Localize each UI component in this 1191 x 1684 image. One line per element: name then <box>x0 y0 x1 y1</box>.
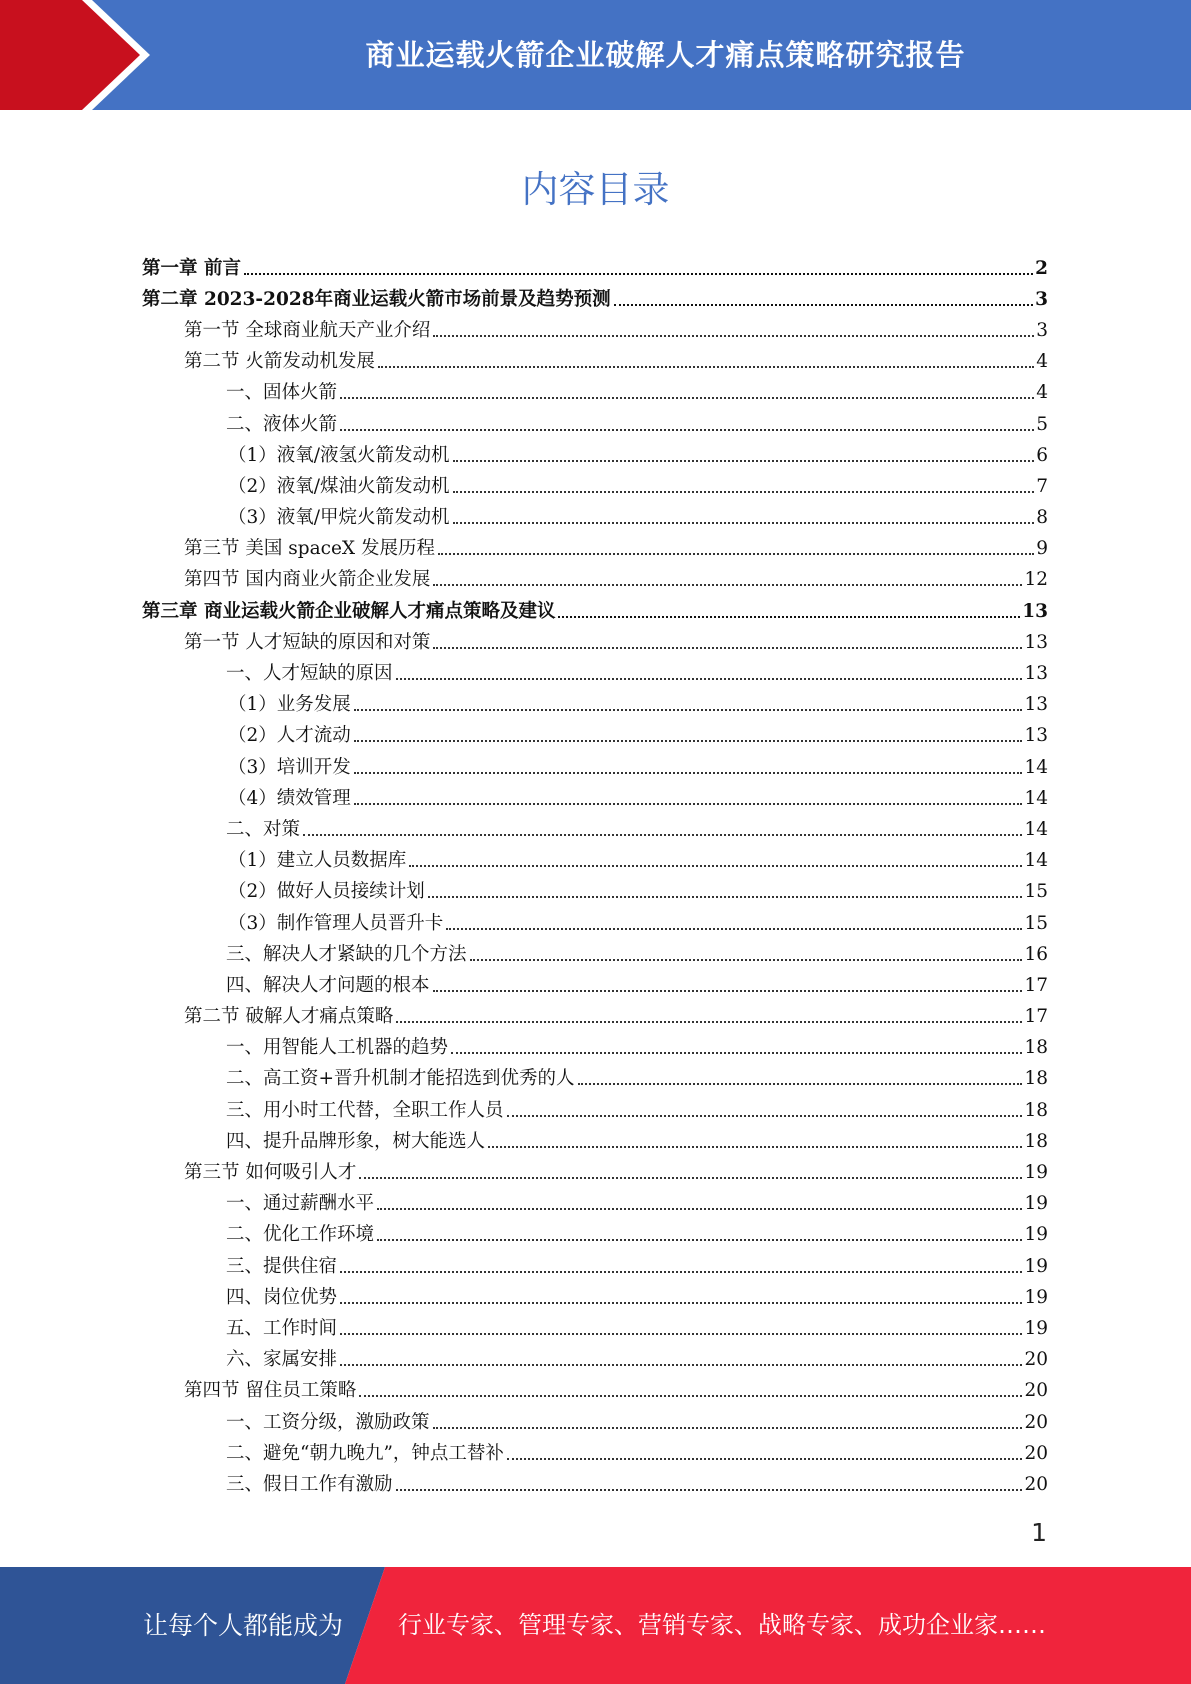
dot-leader <box>396 678 1023 680</box>
toc-entry-label: （1）液氧/液氢火箭发动机 <box>228 444 450 466</box>
toc-entry-page: 2 <box>1035 257 1048 279</box>
toc-entry-label: （1）业务发展 <box>228 694 351 716</box>
toc-entry-label: 二、对策 <box>226 818 301 840</box>
toc-entry[interactable] <box>0 970 1191 1001</box>
toc-entry-page: 20 <box>1024 1411 1048 1433</box>
toc-entry-page: 3 <box>1035 288 1048 310</box>
toc-entry-label: （3）液氧/甲烷火箭发动机 <box>228 507 450 529</box>
toc-entry-page: 20 <box>1024 1473 1048 1495</box>
toc-entry-label: 第一节 人才短缺的原因和对策 <box>184 631 431 653</box>
dot-leader <box>433 1427 1023 1429</box>
toc-heading: 内容目录 <box>521 168 670 211</box>
toc-entry[interactable] <box>0 440 1191 471</box>
toc-entry-page: 13 <box>1024 663 1048 685</box>
toc-entry-label: 第三节 如何吸引人才 <box>184 1162 357 1184</box>
dot-leader <box>340 1364 1022 1366</box>
toc-entry-label: 四、解决人才问题的根本 <box>226 974 430 996</box>
toc-entry-label: 第一节 全球商业航天产业介绍 <box>184 319 431 341</box>
toc-entry[interactable] <box>0 378 1191 409</box>
dot-leader <box>340 1333 1022 1335</box>
toc-entry[interactable] <box>0 690 1191 721</box>
toc-entry-page: 14 <box>1024 850 1048 872</box>
toc-entry-page: 17 <box>1024 974 1048 996</box>
dot-leader <box>438 553 1034 555</box>
toc-entry[interactable] <box>0 1064 1191 1095</box>
toc-entry-page: 14 <box>1024 756 1048 778</box>
toc-entry[interactable] <box>0 1157 1191 1188</box>
toc-entry-page: 19 <box>1024 1317 1048 1339</box>
dot-leader <box>354 772 1023 774</box>
toc-entry-label: 三、假日工作有激励 <box>226 1473 393 1495</box>
toc-entry-label: （2）人才流动 <box>228 725 351 747</box>
toc-entry-page: 14 <box>1024 787 1048 809</box>
table-of-contents <box>0 253 1191 1501</box>
dot-leader <box>378 366 1034 368</box>
dot-leader <box>433 990 1023 992</box>
toc-entry-page: 20 <box>1024 1380 1048 1402</box>
toc-entry-page: 16 <box>1024 943 1048 965</box>
toc-entry-page: 9 <box>1036 538 1048 560</box>
toc-entry[interactable] <box>0 1189 1191 1220</box>
dot-leader <box>488 1146 1022 1148</box>
toc-entry-label: （2）做好人员接续计划 <box>228 881 425 903</box>
toc-entry-page: 3 <box>1036 319 1048 341</box>
toc-entry[interactable] <box>0 1438 1191 1469</box>
toc-entry[interactable] <box>0 253 1191 284</box>
toc-entry-label: 四、岗位优势 <box>226 1286 338 1308</box>
dot-leader <box>354 740 1023 742</box>
toc-entry[interactable] <box>0 534 1191 565</box>
toc-entry[interactable] <box>0 1282 1191 1313</box>
dot-leader <box>359 1177 1022 1179</box>
dot-leader <box>433 335 1034 337</box>
toc-entry-page: 18 <box>1024 1037 1048 1059</box>
toc-entry-label: 第二节 火箭发动机发展 <box>184 351 375 373</box>
toc-entry-page: 4 <box>1036 382 1048 404</box>
toc-entry-page: 7 <box>1036 475 1048 497</box>
toc-entry-label: 一、人才短缺的原因 <box>226 663 393 685</box>
footer-slogan-right: 行业专家、管理专家、营销专家、战略专家、成功企业家…… <box>398 1611 1046 1639</box>
dot-leader <box>377 1239 1022 1241</box>
toc-entry-page: 19 <box>1024 1224 1048 1246</box>
dot-leader <box>578 1083 1023 1085</box>
toc-entry[interactable] <box>0 939 1191 970</box>
toc-entry-label: 第二节 破解人才痛点策略 <box>184 1006 394 1028</box>
report-title: 商业运载火箭企业破解人才痛点策略研究报告 <box>365 38 966 72</box>
dot-leader <box>614 304 1034 306</box>
toc-entry[interactable] <box>0 752 1191 783</box>
toc-entry[interactable] <box>0 1345 1191 1376</box>
dot-leader <box>433 647 1022 649</box>
toc-entry-page: 12 <box>1024 569 1048 591</box>
toc-entry-label: 第一章 前言 <box>142 257 241 279</box>
toc-entry[interactable] <box>0 1407 1191 1438</box>
toc-entry-label: （2）液氧/煤油火箭发动机 <box>228 475 450 497</box>
toc-entry-label: 三、用小时工代替，全职工作人员 <box>226 1099 504 1121</box>
toc-entry-label: 一、固体火箭 <box>226 382 338 404</box>
toc-entry-label: 第三节 美国 spaceX 发展历程 <box>184 538 435 560</box>
dot-leader <box>396 1021 1022 1023</box>
dot-leader <box>507 1458 1023 1460</box>
toc-entry-label: 五、工作时间 <box>226 1317 338 1339</box>
dot-leader <box>340 397 1034 399</box>
dot-leader <box>453 522 1035 524</box>
toc-entry-page: 19 <box>1024 1162 1048 1184</box>
toc-entry-page: 19 <box>1024 1286 1048 1308</box>
dot-leader <box>303 834 1022 836</box>
toc-entry-page: 13 <box>1022 600 1048 622</box>
toc-entry[interactable] <box>0 627 1191 658</box>
toc-entry-label: 四、提升品牌形象，树大能选人 <box>226 1130 486 1152</box>
toc-entry[interactable] <box>0 658 1191 689</box>
report-header-band <box>0 0 1191 110</box>
toc-entry[interactable] <box>0 1095 1191 1126</box>
dot-leader <box>340 1302 1022 1304</box>
dot-leader <box>451 1052 1022 1054</box>
toc-entry[interactable] <box>0 783 1191 814</box>
toc-entry[interactable] <box>0 1002 1191 1033</box>
toc-entry-page: 17 <box>1024 1006 1048 1028</box>
toc-entry-page: 19 <box>1024 1193 1048 1215</box>
toc-entry-label: 一、工资分级，激励政策 <box>226 1411 430 1433</box>
toc-entry-page: 15 <box>1024 912 1048 934</box>
toc-entry-label: 第四节 留住员工策略 <box>184 1380 357 1402</box>
toc-entry-label: （1）建立人员数据库 <box>228 850 407 872</box>
dot-leader <box>428 896 1023 898</box>
toc-entry[interactable] <box>0 596 1191 627</box>
toc-entry-page: 19 <box>1024 1255 1048 1277</box>
toc-entry-page: 20 <box>1024 1349 1048 1371</box>
toc-entry-page: 20 <box>1024 1442 1048 1464</box>
dot-leader <box>396 1489 1023 1491</box>
toc-entry-page: 18 <box>1024 1099 1048 1121</box>
dot-leader <box>507 1115 1023 1117</box>
toc-entry[interactable] <box>0 1376 1191 1407</box>
dot-leader <box>354 803 1023 805</box>
toc-entry-page: 4 <box>1036 351 1048 373</box>
dot-leader <box>340 429 1034 431</box>
toc-entry[interactable] <box>0 877 1191 908</box>
dot-leader <box>340 1271 1022 1273</box>
toc-entry[interactable] <box>0 503 1191 534</box>
dot-leader <box>433 584 1022 586</box>
toc-entry-label: 三、提供住宿 <box>226 1255 338 1277</box>
page-number: 1 <box>1031 1518 1047 1547</box>
toc-entry[interactable] <box>0 315 1191 346</box>
toc-entry-label: 二、液体火箭 <box>226 413 338 435</box>
toc-entry-label: 二、高工资+晋升机制才能招选到优秀的人 <box>226 1068 575 1090</box>
dot-leader <box>359 1395 1022 1397</box>
toc-entry[interactable] <box>0 409 1191 440</box>
dot-leader <box>558 616 1020 618</box>
dot-leader <box>409 865 1022 867</box>
toc-entry[interactable] <box>0 721 1191 752</box>
dot-leader <box>453 491 1035 493</box>
dot-leader <box>446 928 1022 930</box>
dot-leader <box>244 273 1033 275</box>
toc-entry-page: 6 <box>1036 444 1048 466</box>
toc-entry-label: 三、解决人才紧缺的几个方法 <box>226 943 467 965</box>
toc-entry-page: 13 <box>1024 725 1048 747</box>
toc-entry[interactable] <box>0 1469 1191 1500</box>
toc-entry-page: 8 <box>1036 507 1048 529</box>
toc-entry-label: （3）制作管理人员晋升卡 <box>228 912 444 934</box>
toc-entry[interactable] <box>0 347 1191 378</box>
toc-entry[interactable] <box>0 846 1191 877</box>
toc-entry[interactable] <box>0 1033 1191 1064</box>
toc-entry-label: （3）培训开发 <box>228 756 351 778</box>
dot-leader <box>453 460 1035 462</box>
toc-entry[interactable] <box>0 908 1191 939</box>
toc-entry-label: （4）绩效管理 <box>228 787 351 809</box>
toc-entry-page: 18 <box>1024 1130 1048 1152</box>
toc-entry-page: 13 <box>1024 631 1048 653</box>
toc-entry-label: 一、用智能人工机器的趋势 <box>226 1037 449 1059</box>
toc-entry-page: 18 <box>1024 1068 1048 1090</box>
toc-entry-page: 5 <box>1036 413 1048 435</box>
toc-entry[interactable] <box>0 814 1191 845</box>
dot-leader <box>470 959 1023 961</box>
toc-entry[interactable] <box>0 1251 1191 1282</box>
toc-entry-label: 二、避免“朝九晚九”，钟点工替补 <box>226 1442 504 1464</box>
footer-slogan-left: 让每个人都能成为 <box>143 1611 344 1640</box>
toc-entry[interactable] <box>0 1126 1191 1157</box>
toc-entry-label: 第三章 商业运载火箭企业破解人才痛点策略及建议 <box>142 600 556 622</box>
toc-entry-label: 二、优化工作环境 <box>226 1224 375 1246</box>
toc-entry[interactable] <box>0 1220 1191 1251</box>
toc-entry-label: 一、通过薪酬水平 <box>226 1193 375 1215</box>
toc-entry-label: 第二章 2023-2028年商业运载火箭市场前景及趋势预测 <box>142 288 611 310</box>
toc-entry[interactable] <box>0 1313 1191 1344</box>
red-chevron-icon <box>0 0 160 110</box>
footer-band <box>0 1567 1191 1684</box>
toc-entry-page: 15 <box>1024 881 1048 903</box>
toc-entry-page: 14 <box>1024 818 1048 840</box>
dot-leader <box>354 709 1023 711</box>
toc-entry-label: 六、家属安排 <box>226 1349 338 1371</box>
toc-entry-page: 13 <box>1024 694 1048 716</box>
toc-entry-label: 第四节 国内商业火箭企业发展 <box>184 569 431 591</box>
toc-entry[interactable] <box>0 284 1191 315</box>
toc-entry[interactable] <box>0 471 1191 502</box>
dot-leader <box>377 1208 1022 1210</box>
toc-entry[interactable] <box>0 565 1191 596</box>
